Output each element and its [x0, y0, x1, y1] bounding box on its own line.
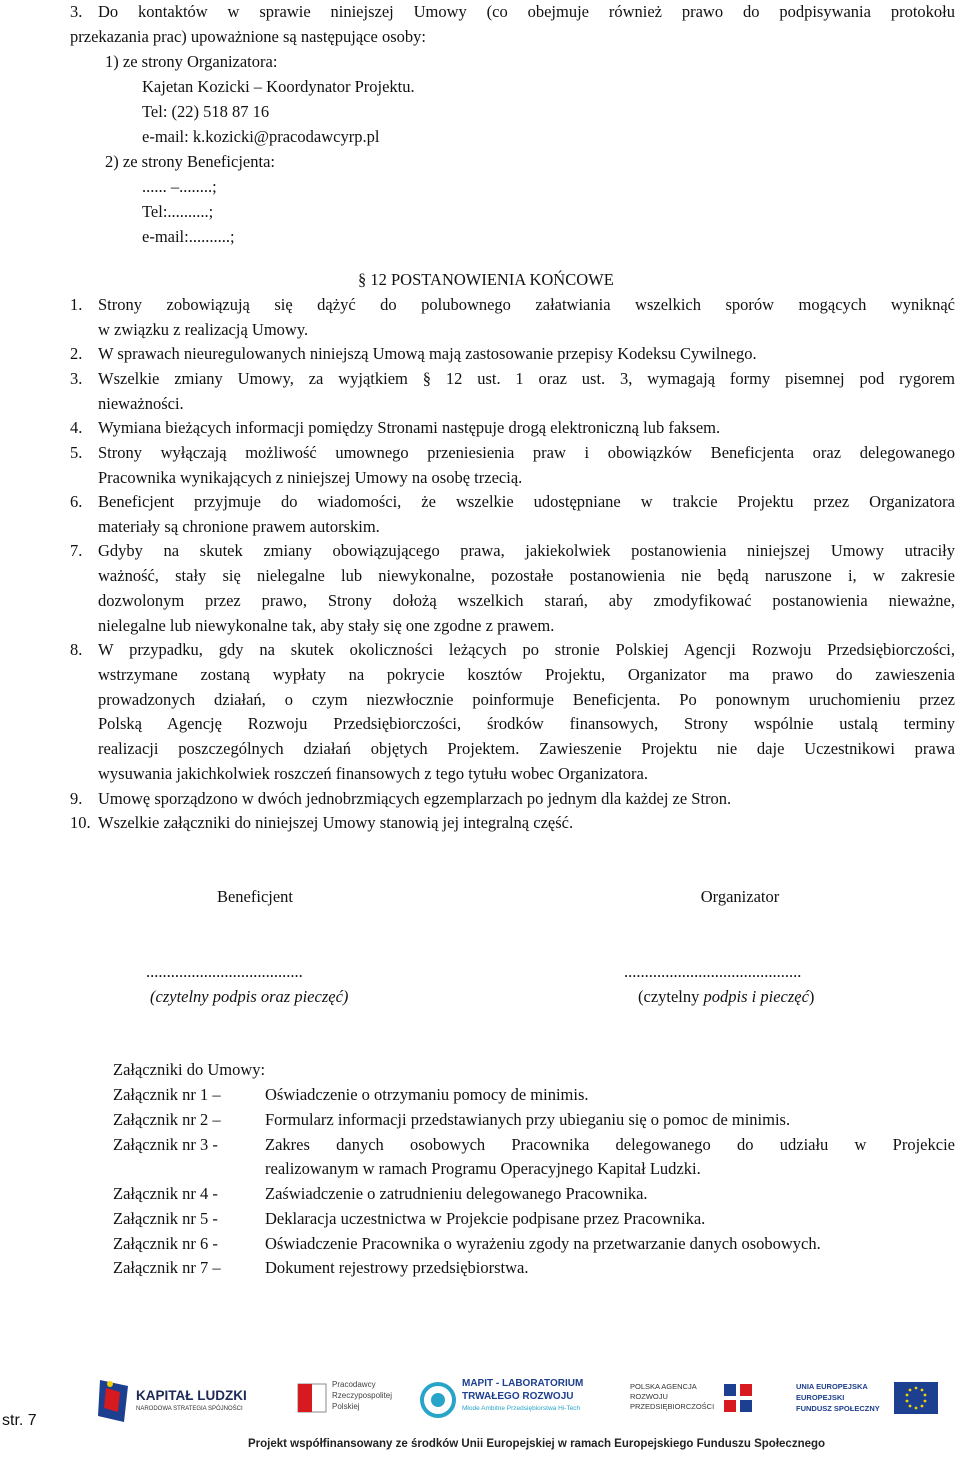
- signature-left-title: Beneficjent: [216, 887, 294, 906]
- section-heading: [358, 268, 614, 293]
- organizer-name: Kajetan Kozicki – Koordynator Projektu.: [142, 77, 415, 96]
- item-line: Beneficjent przyjmuje do wiadomości, że wszelkie udostępniane w trakcie Projektu przez Organizatora: [98, 492, 955, 511]
- eu-flag-icon: [894, 1382, 938, 1414]
- footer-cofinancing-text: Projekt współfinansowany ze środków Unii Europejskiej w ramach Europejskiego Funduszu Społecznego: [248, 1438, 826, 1450]
- section-symbol: §: [358, 270, 367, 289]
- signature-left-caption: (czytelny podpis oraz pieczęć): [150, 987, 349, 1006]
- item-num: 4.: [70, 418, 83, 437]
- item-line: W sprawach nieuregulowanych niniejszą Umową mają zastosowanie przepisy Kodeksu Cywilnego.: [98, 344, 757, 363]
- attachment-desc: Oświadczenie o otrzymaniu pomocy de minimis.: [265, 1085, 589, 1104]
- attachment-desc: Zakres danych osobowych Pracownika delegowanego do udziału w Projekcie: [265, 1135, 955, 1154]
- attachment-desc: Oświadczenie Pracownika o wyrażeniu zgody na przetwarzanie danych osobowych.: [265, 1234, 821, 1253]
- parp-line1: POLSKA AGENCJA: [630, 1382, 697, 1391]
- item-line: dozwolonym przez prawo, Strony dołożą wszelkich starań, aby zmodyfikować postanowienia nieważne,: [98, 591, 955, 610]
- item-line: ważność, stały się nielegalne lub niewykonalne, pozostałe postanowienia nie będą naruszone i, w zakresie: [98, 566, 955, 585]
- mapit-title-2: TRWAŁEGO ROZWOJU: [462, 1391, 574, 1402]
- item-line: Strony wyłączają możliwość umownego przeniesienia praw i obowiązków Beneficjenta oraz delegowanego: [98, 443, 955, 462]
- organizer-label: 1) ze strony Organizatora:: [105, 52, 278, 71]
- contacts-heading-line1: Do kontaktów w sprawie niniejszej Umowy (co obejmuje również prawo do podpisywania protokołu: [98, 2, 955, 21]
- kapital-ludzki-logo: [96, 1372, 256, 1428]
- signature-left-line: ......................................: [146, 962, 303, 981]
- signature-right-caption-b: podpis i pieczęć: [703, 987, 809, 1006]
- item-line: Pracownika wynikających z niniejszej Umowy na osobę trzecią.: [98, 468, 523, 487]
- pracodawcy-rp-logo: [296, 1372, 426, 1428]
- item-line: Strony zobowiązują się dążyć do polubownego załatwiania wszelkich sporów mogących wyniknąć: [98, 295, 955, 314]
- item-num: 9.: [70, 789, 83, 808]
- item-num: 10.: [70, 813, 91, 832]
- parp-line3: PRZEDSIĘBIORCZOŚCI: [630, 1402, 715, 1411]
- item-num: 6.: [70, 492, 83, 511]
- item-num: 3.: [70, 369, 83, 388]
- item-line: wstrzymane zostaną wypłaty na pokrycie kosztów Projektu, Organizator ma prawo do zawieszenia: [98, 665, 955, 684]
- item-line: Polską Agencję Rozwoju Przedsiębiorczości, środków finansowych, Strony wspólnie ustalą terminy: [98, 714, 955, 733]
- signature-right-caption: [638, 985, 814, 1010]
- contacts-heading-line2: przekazania prac) upoważnione są następujące osoby:: [70, 27, 426, 46]
- mapit-emblem-icon: [420, 1382, 456, 1418]
- parp-line2: ROZWOJU: [630, 1392, 668, 1401]
- pracodawcy-line3: Polskiej: [332, 1402, 360, 1411]
- item-line: Wymiana bieżących informacji pomiędzy Stronami następuje drogą elektroniczną lub faksem.: [98, 418, 721, 437]
- section-title: 12 POSTANOWIENIA KOŃCOWE: [370, 270, 614, 289]
- item-line: Gdyby na skutek zmiany obowiązującego prawa, jakiekolwiek postanowienia niniejszej Umowy utraciły: [98, 541, 955, 560]
- item-line: prowadzonych działań, o czym niezwłocznie poinformuje Beneficjenta. Po ponownym uruchomieniu przez: [98, 690, 955, 709]
- attachments-heading: Załączniki do Umowy:: [113, 1060, 266, 1079]
- attachment-label: Załącznik nr 7 –: [113, 1258, 221, 1277]
- item-line: nieważności.: [98, 394, 184, 413]
- kapital-ludzki-title: KAPITAŁ LUDZKI: [136, 1388, 247, 1403]
- item-num: 2.: [70, 344, 83, 363]
- item-line: nielegalne lub niewykonalne tak, aby stały się one zgodne z prawem.: [98, 616, 555, 635]
- attachment-label: Załącznik nr 2 –: [113, 1110, 221, 1129]
- signature-right-caption-c: ): [808, 987, 815, 1006]
- eu-line1: UNIA EUROPEJSKA: [796, 1382, 868, 1391]
- organizer-email: e-mail: k.kozicki@pracodawcyrp.pl: [142, 127, 380, 146]
- attachment-label: Załącznik nr 1 –: [113, 1085, 221, 1104]
- beneficiary-email: e-mail:..........;: [142, 227, 235, 246]
- mapit-logo: [420, 1372, 620, 1428]
- item-num: 5.: [70, 443, 83, 462]
- item-num: 8.: [70, 640, 83, 659]
- attachment-desc: Zaświadczenie o zatrudnieniu delegowanego Pracownika.: [265, 1184, 648, 1203]
- attachment-label: Załącznik nr 4 -: [113, 1184, 218, 1203]
- item-line: wysuwania jakichkolwiek roszczeń finansowych z tego tytułu wobec Organizatora.: [98, 764, 648, 783]
- item-line: materiały są chronione prawem autorskim.: [98, 517, 380, 536]
- attachment-desc: Formularz informacji przedstawianych przy ubieganiu się o pomoc de minimis.: [265, 1110, 791, 1129]
- item-line: Umowę sporządzono w dwóch jednobrzmiących egzemplarzach po jednym dla każdej ze Stron.: [98, 789, 732, 808]
- parp-logo: [630, 1372, 760, 1428]
- beneficiary-name: ...... –........;: [142, 177, 217, 196]
- item-num: 1.: [70, 295, 83, 314]
- attachment-label: Załącznik nr 5 -: [113, 1209, 218, 1228]
- eu-line2: EUROPEJSKI: [796, 1393, 845, 1402]
- item-line: w związku z realizacją Umowy.: [98, 320, 309, 339]
- contacts-heading-num: 3.: [70, 2, 83, 21]
- item-line: W przypadku, gdy na skutek okoliczności leżących po stronie Polskiej Agencji Rozwoju Przedsiębiorczości,: [98, 640, 955, 659]
- attachment-label: Załącznik nr 3 -: [113, 1135, 218, 1154]
- item-line: realizacji poszczególnych działań objętych Projektem. Zawieszenie Projektu nie daje Uczestnikowi prawa: [98, 739, 955, 758]
- organizer-tel: Tel: (22) 518 87 16: [142, 102, 270, 121]
- footer-logos: [90, 1372, 950, 1432]
- beneficiary-label: 2) ze strony Beneficjenta:: [105, 152, 275, 171]
- item-num: 7.: [70, 541, 83, 560]
- signature-right-caption-a: (czytelny: [638, 987, 704, 1006]
- pracodawcy-line2: Rzeczypospolitej: [332, 1391, 393, 1400]
- signature-right-title: Organizator: [700, 887, 780, 906]
- eu-efs-logo: [796, 1372, 946, 1428]
- beneficiary-tel: Tel:..........;: [142, 202, 214, 221]
- parp-emblem-icon: [722, 1382, 754, 1414]
- kapital-ludzki-subtitle: NARODOWA STRATEGIA SPÓJNOŚCI: [136, 1406, 243, 1412]
- item-line: Wszelkie załączniki do niniejszej Umowy stanowią jej integralną część.: [98, 813, 574, 832]
- pracodawcy-line1: Pracodawcy: [332, 1380, 376, 1389]
- attachment-label: Załącznik nr 6 -: [113, 1234, 218, 1253]
- mapit-title-1: MAPIT - LABORATORIUM: [462, 1378, 584, 1389]
- page-number: str. 7: [2, 1412, 37, 1429]
- attachment-desc: realizowanym w ramach Programu Operacyjnego Kapitał Ludzki.: [265, 1159, 701, 1178]
- attachment-desc: Deklaracja uczestnictwa w Projekcie podpisane przez Pracownika.: [265, 1209, 706, 1228]
- pracodawcy-emblem-icon: [296, 1382, 328, 1414]
- kapital-ludzki-emblem-icon: [96, 1376, 132, 1426]
- item-line: Wszelkie zmiany Umowy, za wyjątkiem § 12 ust. 1 oraz ust. 3, wymagają formy pisemnej pod rygorem: [98, 369, 955, 388]
- signature-right-line: ...........................................: [624, 962, 802, 981]
- eu-line3: FUNDUSZ SPOŁECZNY: [796, 1404, 880, 1413]
- mapit-subtitle: Młode Ambitne Przedsiębiorstwa Hi-Tech: [462, 1405, 581, 1412]
- attachment-desc: Dokument rejestrowy przedsiębiorstwa.: [265, 1258, 529, 1277]
